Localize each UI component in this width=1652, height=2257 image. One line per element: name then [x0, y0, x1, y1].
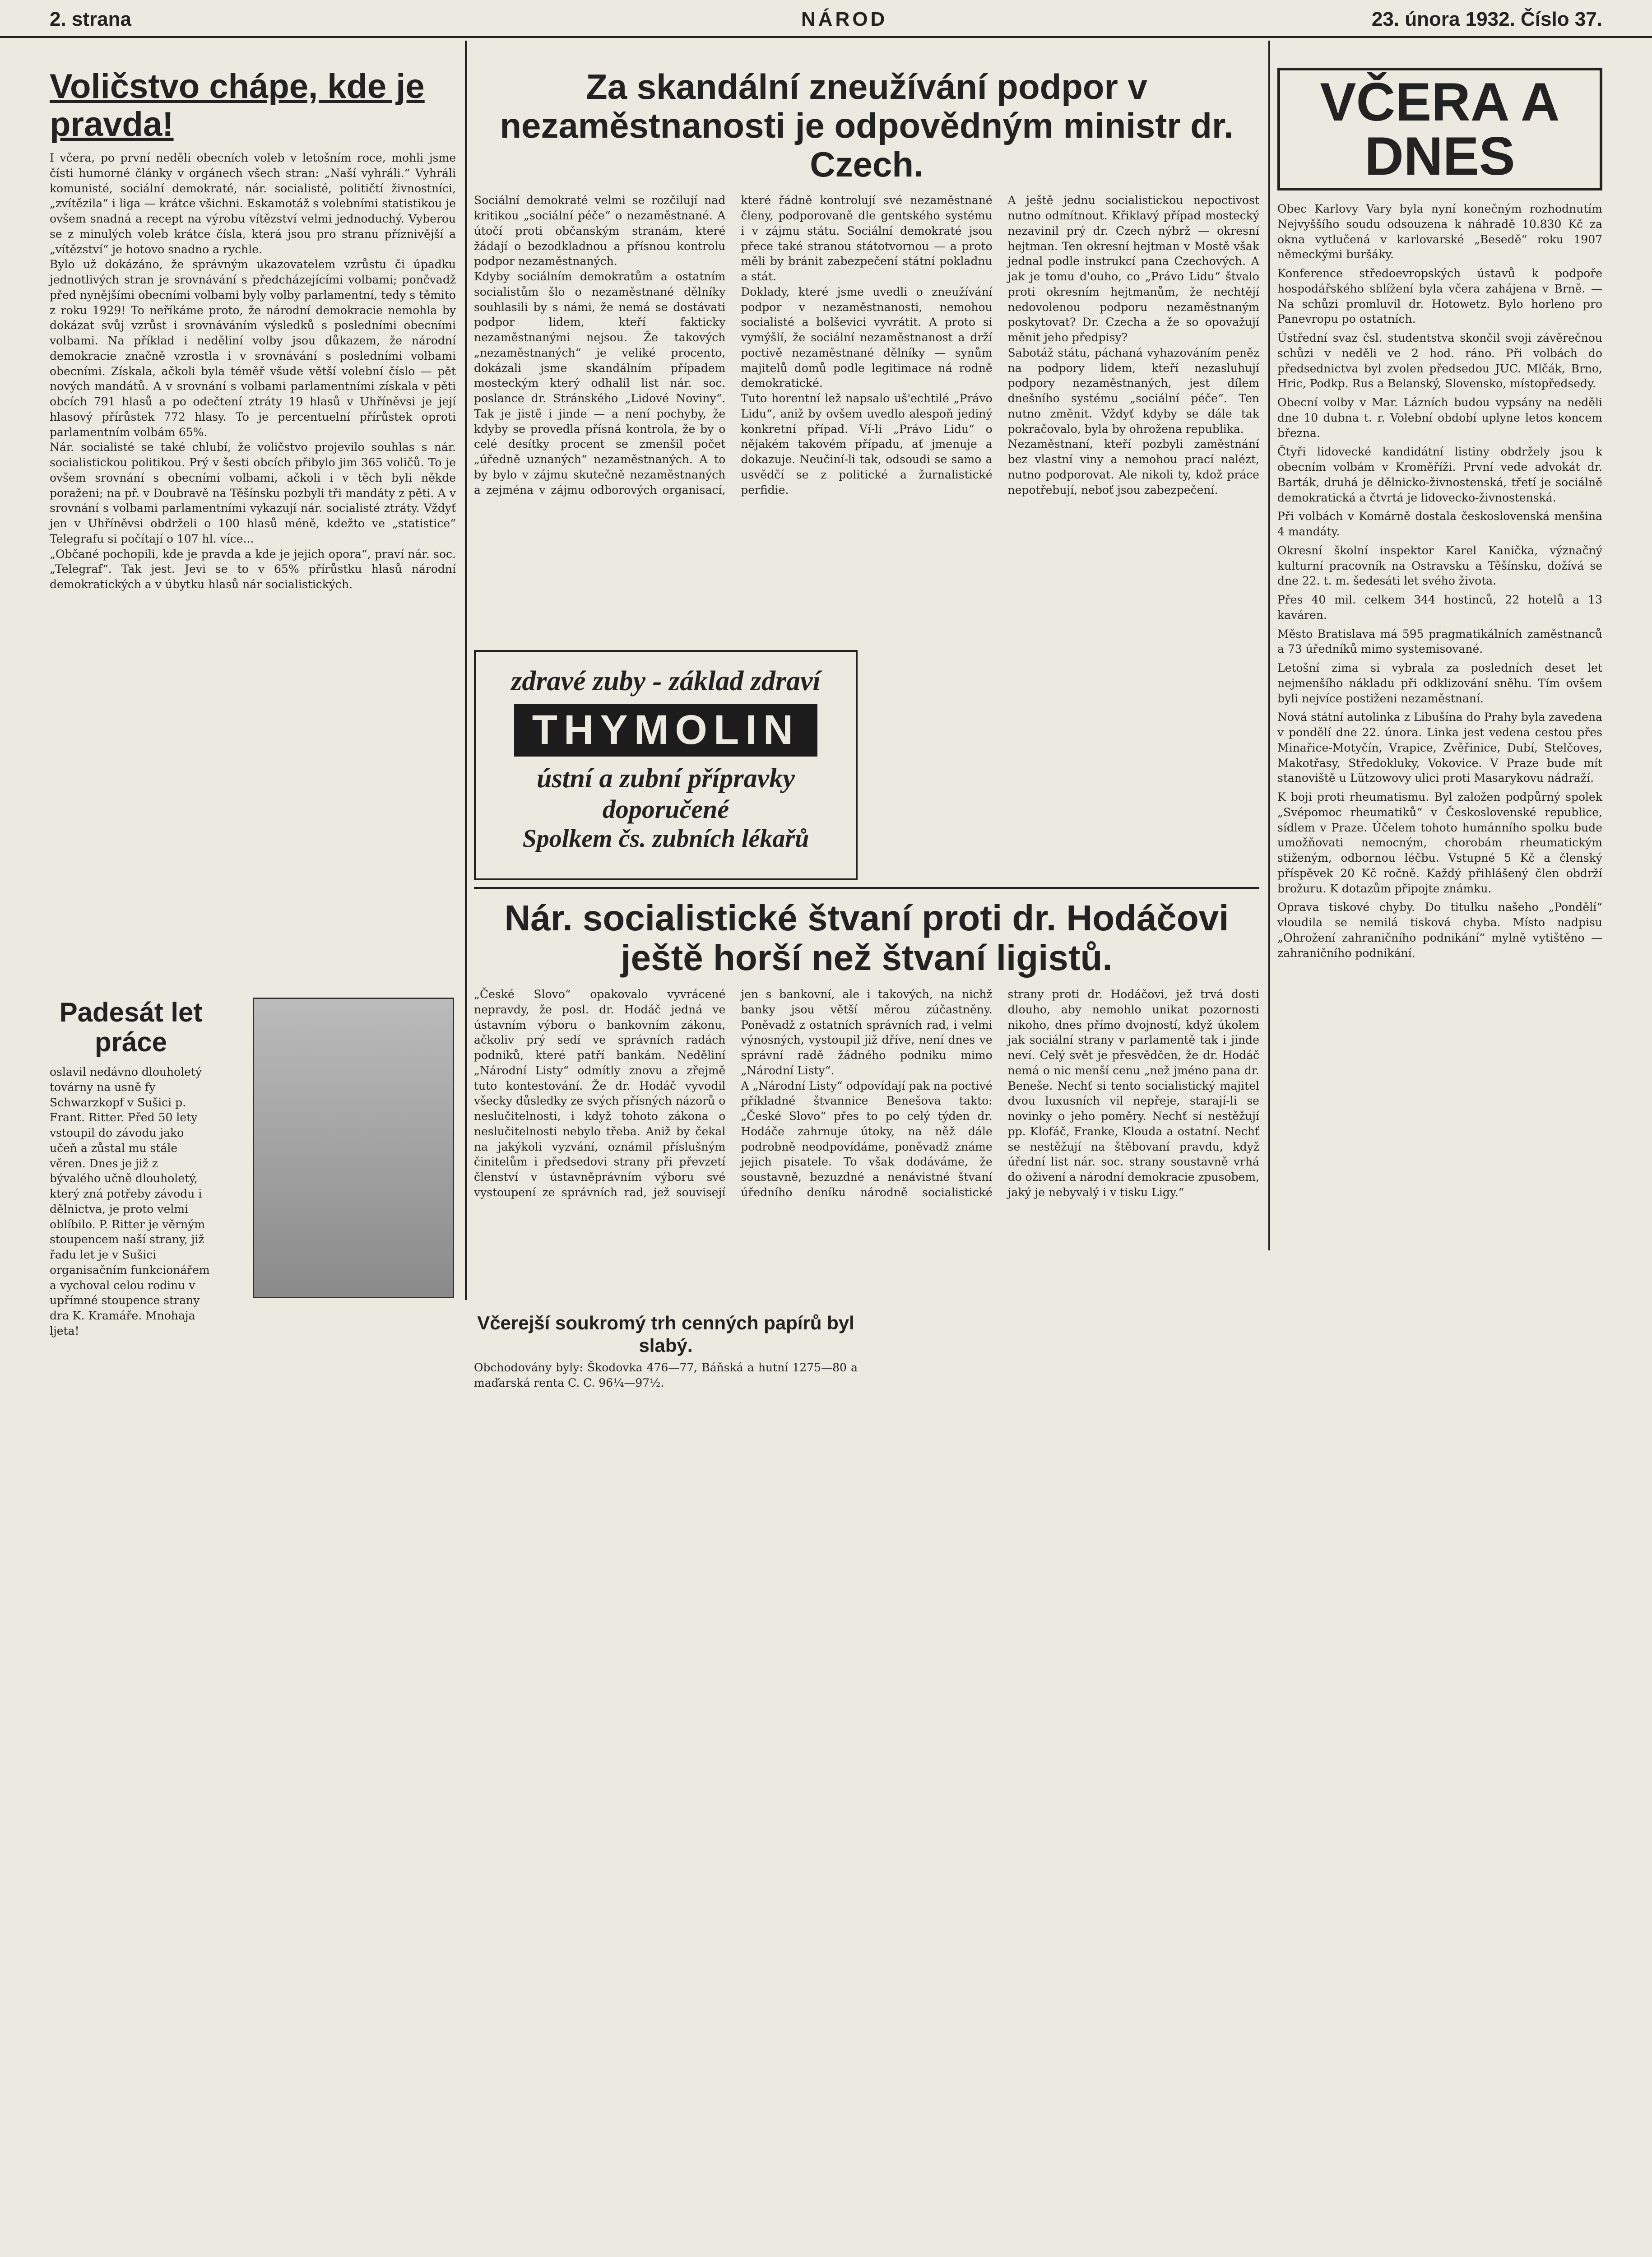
page-number: 2. strana [50, 8, 131, 30]
column-rule [465, 41, 467, 1300]
vcera-dnes-column [1277, 68, 1602, 1241]
article-volicstvo [50, 68, 456, 993]
body-skandal: Sociální demokraté velmi se rozčilují nad kritikou „sociální péče“ o nezaměstnané. A útočí proti občanským stranám, které žádají o bezodkladnou a přísnou kontrolu podpor nezaměstnaných. Kdyby sociálním demokratům a ostatním socialistům šlo o nezaměstnané dělníky souhlasili by s námi, že nemá se dostávati podpor lidem, kteří fakticky nezaměstnanými nejsou. Že takových „nezaměstnaných“ je veliké procento, dokázali jsme skandálním případem mosteckým který odhalil list nár. soc. poslance dr. Stránského „Lidové Noviny“. Tak je jistě i jinde — a není pochyby, že kdyby se provedla přísná kontrola, že by o celé desítky procent se zmenšil počet „úředně uznaných“ nezaměstnaných. A to by bylo v zájmu skutečně nezaměstnaných a zejména v zájmu odborových organisací, které řádně kontrolují své nezaměstnané členy, podporovaně dle gentského systému i v zájmu státu. Sociální demokraté jsou přece také stranou státotvornou — a proto měli by bránit zabezpečení státní pokladnu a stát. Doklady, které jsme uvedli o zneužívání podpor v nezaměstnanosti, nemohou socialisté a bolševici vyvrátit. A proto si vymýšlí, že sociální nezaměstnanost a drží poctivě nezaměstnané dělníky — synům majitelů domů podle legitimace ná rodně demokratické. Tuto horentní lež napsalo uš'echtilé „Právo Lidu“, aniž by ovšem uvedlo alespoň jediný konkretní případ. Ví-li „Právo Lidu“ o nějakém takovém případu, ať jmenuje a dokazuje. Neučiní-li tak, odsoudi se samo a usvědčí se z politické a žurnalistické perfidie. A ještě jednu socialistickou nepoctivost nutno odmítnout. Křiklavý případ mostecký nezavinil prý dr. Czech nýbrž — okresní hejtman. Ten okresní hejtman v Mostě však jednal podle instrukcí pana Czechových. A jak je tomu d'ouho, co „Právo Lidu“ štvalo proti okresním hejtmanům, že nechtějí nedovolenou podporu nezaměstnaným poskytovat? Dr. Czecha a že so opovažují měnit jeho předpisy? Sabotáž státu, páchaná vyhazováním peněz na podpory lidem, kteří nezasluhují podpory nezaměstnaných, jest dílem dnešního systému „sociální péče“. Ten nutno změnit. Vždyť kdyby se dále tak pokračovalo, byla by ohrožena republika. Nezaměstnaní, kteří pozbyli zaměstnání bez vlastní viny a nemohou prací nalézt, nutno podporovat. Ale nikoli ty, kdož práce nepotřebují, neboť jsou zabezpečení. [474, 194, 1259, 497]
vcera-item: Čtyři lidovecké kandidátní listiny obdržely jsou k obecním volbám v Kroměříži. První vede advokát dr. Barták, druhá je dělnicko-živnostenská, třetí je sociálně demokratická a čtvrtá je lidovecko-živnostenská. [1277, 445, 1602, 504]
vcera-item: Přes 40 mil. celkem 344 hostinců, 22 hotelů a 13 kaváren. [1277, 593, 1602, 622]
headline-hodac: Nár. socialistické štvaní proti dr. Hodáčovi ještě horší než štvaní ligistů. [504, 898, 1229, 978]
article-skandal [474, 68, 1259, 641]
vcera-item: Nová státní autolinka z Libušína do Prahy byla zavedena v pondělí dne 22. února. Linka jest vedena cestou přes Minařice-Motyčín, Vrapice, Zvěřinice, Dubí, Stelčoves, Makotřasy, Středokluky, Vokovice. V Praze bude mít stanoviště u Lützowovy ulici proti Masarykovu nádraží. [1277, 711, 1602, 785]
masthead [0, 0, 1652, 38]
vcera-item: Okresní školní inspektor Karel Kanička, význačný kulturní pracovník na Ostravsku a Těšínsku, dožívá se dne 22. t. m. šedesáti let svého života. [1277, 543, 1602, 588]
vcera-item: Město Bratislava má 595 pragmatikálních zaměstnanců a 73 úředníků mimo systemisované. [1277, 627, 1602, 656]
thymolin-ad [474, 650, 858, 880]
vcera-item: Letošní zima si vybrala za posledních deset let nejmenšího nákladu při odklizování sněhu. Tím ovšem byli nejvíce postiženi nezaměstnaní. [1277, 661, 1602, 705]
body-padesat: oslavil nedávno dlouholetý továrny na usně fy Schwarzkopf v Sušici p. Frant. Ritter. Před 50 lety vstoupil do závodu jako učeň a zůstal mu stále věren. Dnes je již z bývalého učně dlouholetý, který zná potřeby závodu i dělnictva, je proto velmi oblíbilo. P. Ritter je věrným stoupencem naší strany, již řadu let je v Sušici organisačním funkcionářem a vychoval celou rodinu v upřímné stoupence strany dra K. Kramáře. Mnohaja ljeta! [50, 1065, 210, 1337]
vcera-item: Obec Karlovy Vary byla nyní konečným rozhodnutím Nejvyššího soudu odsouzena k náhradě 10.830 Kč za okna vytlučená v karlovarské „Besedě“ roku 1907 německými buršáky. [1277, 202, 1602, 261]
vcera-item: Při volbách v Komárně dostala československá menšina 4 mandáty. [1277, 510, 1602, 538]
portrait-photo [253, 998, 454, 1298]
headline-padesat: Padesát let práce [59, 997, 203, 1057]
section-rule [474, 887, 1259, 889]
body-hodac: „České Slovo“ opakovalo vyvrácené nepravdy, že posl. dr. Hodáč jedná ve ústavním výboru o bankovním zákonu, ačkoliv prý sedí ve správních radách podniků, které patří bankám. Neděliní „Národní Listy“ odmítly znovu a zřejmě tuto kontestování. Že dr. Hodáč vyvodil všecky důsledky ze svých přísných názorů o neslučitelnosti, i když tohoto zákona o neslučitelnosti nebylo třeba. Aniž by čekal na jakýkoli vyzvání, oznámil příslušným činitelům i předsedovi strany při převzetí členství v ústavněprávním výboru své vystoupení ze správních rad, jež souvisejí jen s bankovní, ale i takových, na nichž banky jsou větší měrou zúčastněny. Poněvadž z ostatních správních rad, i velmi výnosných, vystoupil již dříve, není dnes ve správní radě žádného podniku mimo „Národní Listy“. A „Národní Listy“ odpovídají pak na poctivé příkladné štvannice Benešova takto: „České Slovo“ přes to po celý týden dr. Hodáče zahrnuje útoky, na něž dále podrobně neodpovídáme, poněvadž známe jejich pisatele. To však dodáváme, že soustavně, bezuzdné a nenávistné štvaní úředního deníku národně socialistické strany proti dr. Hodáčovi, jež trvá dosti dlouho, aby nemohlo unikat pozornosti nikoho, dnes přímo dvojností, když úkolem jak sociální strany v parlamentě tak i jinde neví. Celý svět je přesvědčen, že dr. Hodáč nemá o nic menší cenu „než jméno pana dr. Beneše. Nechť si tento socialistický majitel dvou luxusních vil nepřeje, starají-li se novinky o jeho poměry. Nechť si nestěžují pp. Klofáč, Franke, Klouda a ostatní. Nechť se nestěžují na štěbovaní pravdu, když úřední list nár. soc. strany soustavně vrhá do oživení a národní demokracie zpusobem, jaký je nebyvalý i v tisku Ligy.“ [474, 988, 1259, 1199]
vcera-item: Obecní volby v Mar. Lázních budou vypsány na neděli dne 10 dubna t. r. Volební období uplyne letos koncem března. [1277, 396, 1602, 440]
body-volicstvo: I včera, po první neděli obecních voleb v letošním roce, mohli jsme čísti humorné články v orgánech všech stran: „Naší vyhráli.“ Vyhráli komunisté, sociální demokraté, nár. socialisté, političtí živnostníci, „zvítězila“ i liga — krátce všichni. Eskamotáž s volebními statistikou je ovšem snadná a recept na výrobu vítězství velmi jednoduchý. Vyberou se z minulých voleb krátce čísla, která jsou pro stranu příznivější a „vítězství“ je hotovo snadno a rychle. Bylo už dokázáno, že správným ukazovatelem vzrůstu či úpadku jednotlivých stran je srovnávání s předcházejícími volbami; pončvadž před nynějšími obecními volbami byly volby parlamentní, tedy s těmito z roku 1929! To neříkáme proto, že národní demokracie nemohla by dokázat svůj vzrůst i srovnáváním výsledků s posledními obecními volbami. Na příklad i neděliní volby jsou důkazem, že národní demokracie značně vzrostla i v srovnávání s posledními volbami obecními. Získala, ačkoli byla téměř všude větší volební číslo — pět nových mandátů. A v srovnání s volbami parlamentními získala v pěti obcích 791 hlasů a po odečtení ztráty 19 hlasů v Uhříněvsi je její hlasový přírůstek 772 hlasy. To je percentuelní přírůstek oproti parlamentním volbám 65%. Nár. socialisté se také chlubí, že voličstvo projevilo souhlas s nár. socialistickou politikou. Prý v šesti obcích přibylo jim 365 voličů. To je ovšem srovnání s obecními volbami, ačkoli i v těch byli někde poraženi; na př. v Doubravě na Těšínsku pozbyli tři mandáty z pěti. A v srovnání s volbami parlamentními vykazují nár. socialisté ztráty. Vždyť jen v Uhříněvsi obdrželi o 100 hlasů méně, kdežto ve „statistice“ Telegrafu si počítají o 107 hl. více... „Občané pochopili, kde je pravda a kde je jejich opora“, praví nár. soc. „Telegraf“. Tak jest. Jevi se to v 65% přírůstku hlasů národní demokratických a v úbytku hlasů nár socialistických. [50, 151, 456, 591]
vcera-item: Ústřední svaz čsl. studentstva skončil svoji závěrečnou schůzi v neděli ve 2 hod. ráno. Při volbách do předsednictva byl zvolen předsedou JUC. Mlčák, Brno, Hric, Podkp. Rus a Belanský, Slovensko, místopředsedy. [1277, 331, 1602, 390]
article-vcerejsi [474, 1305, 858, 1476]
ad-line-2: doporučené [602, 794, 729, 824]
newspaper-title: NÁROD [801, 8, 888, 30]
vcera-item: Oprava tiskové chyby. Do titulku našeho „Pondělí“ vloudila se nemilá tisková chyba. Místo nadpisu „Ohrožení zahraničního podnikání“ mylně vytištěno — zahraničního podnikání. [1277, 901, 1602, 960]
headline-volicstvo: Voličstvo chápe, kde je pravda! [50, 67, 425, 144]
vcera-item: K boji proti rheumatismu. Byl založen podpůrný spolek „Svépomoc rheumatiků“ v Československé republice, sídlem v Praze. Účelem tohoto humánního spolku bude umožňovati nemocným, chorobám rheumatickým stiženým, odbornou léčbu. Vstupné 5 Kč a členský příspěvek 20 Kč ročně. Každý přihlášený člen obdrží brožuru. K dotazům připojte známku. [1277, 790, 1602, 895]
ad-slogan: zdravé zuby - základ zdraví [511, 666, 821, 697]
vcera-item: Konference středoevropských ústavů k podpoře hospodářského sblížení byla včera zahájena v Brně. — Na schůzi promluvil dr. Hotowetz. Bylo horleno pro Panevropu po ostatních. [1277, 267, 1602, 326]
issue-date: 23. února 1932. Číslo 37. [1371, 8, 1602, 30]
ad-line-1: ústní a zubní přípravky [537, 763, 795, 793]
vcera-dnes-title: VČERA A DNES [1277, 68, 1602, 190]
ad-brand: THYMOLIN [514, 704, 817, 757]
ad-line-3: Spolkem čs. zubních lékařů [522, 825, 809, 853]
headline-skandal: Za skandální zneužívání podpor v nezaměstnanosti je odpovědným ministr dr. Czech. [500, 67, 1234, 184]
article-hodac [474, 898, 1259, 1291]
body-vcerejsi: Obchodovány byly: Škodovka 476—77, Báňská a hutní 1275—80 a maďarská renta C. C. 96¼—97½. [474, 1361, 858, 1389]
headline-vcerejsi: Včerejší soukromý trh cenných papírů byl slabý. [477, 1312, 854, 1356]
column-rule-right [1268, 41, 1270, 1250]
